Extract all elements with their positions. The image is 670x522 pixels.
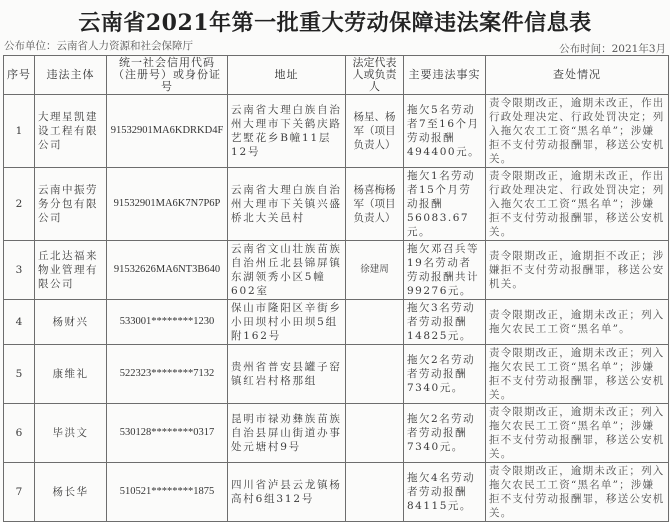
cell-entity: 杨财兴	[35, 300, 107, 345]
cell-entity: 云南中振劳务分包有限公司	[35, 168, 107, 241]
cell-code: 91532901MA6K7N7P6P	[107, 168, 228, 241]
cell-address: 四川省泸县云龙镇杨高村6组312号	[228, 463, 346, 522]
cell-code: 510521********1875	[107, 463, 228, 522]
header-entity: 违法主体	[35, 56, 107, 95]
header-facts: 主要违法事实	[404, 56, 486, 95]
violation-cases-table	[3, 55, 669, 522]
header-code: 统一社会信用代码（注册号）或身份证号	[107, 56, 228, 95]
cell-address: 昆明市禄劝彝族苗族自治县屏山街道办事处元塘村9号	[228, 404, 346, 463]
publish-time: 公布时间：2021年3月	[559, 43, 666, 55]
cell-address: 贵州省普安县罐子窑镇红岩村格那组	[228, 345, 346, 404]
cell-index: 6	[4, 404, 35, 463]
cell-handling: 责令限期改正，逾期未改正；列入拖欠农民工工资“黑名单”；涉嫌拒不支付劳动报酬罪，移送公安机关。	[486, 463, 669, 522]
table-row	[4, 95, 669, 168]
cell-entity: 大理星凯建设工程有限公司	[35, 95, 107, 168]
cell-handling: 责令限期改正，逾期未改正；列入拖欠农民工工资“黑名单”。	[486, 300, 669, 345]
cell-facts: 拖欠3名劳动者劳动报酬14825元。	[404, 300, 486, 345]
table-row	[4, 463, 669, 522]
cell-address: 保山市隆阳区辛街乡小田坝村小田坝5组附162号	[228, 300, 346, 345]
cell-facts: 拖欠2名劳动者劳动报酬7340元。	[404, 404, 486, 463]
cell-index: 3	[4, 241, 35, 300]
cell-index: 4	[4, 300, 35, 345]
table-row	[4, 345, 669, 404]
header-index: 序号	[4, 56, 35, 95]
cell-handling: 责令限期改正，逾期未改正，作出行政处理决定、行政处罚决定；列入拖欠农工工资“黑名单”；涉嫌拒不支付劳动报酬罪，移送公安机关。	[486, 95, 669, 168]
cell-representative	[346, 300, 404, 345]
cell-facts: 拖欠2名劳动者劳动报酬7340元。	[404, 345, 486, 404]
cell-facts: 拖欠1名劳动者15个月劳动报酬56083.67元。	[404, 168, 486, 241]
cell-representative: 杨喜梅杨军（项目负责人）	[346, 168, 404, 241]
cell-entity: 丘北达福来物业管理有限公司	[35, 241, 107, 300]
cell-facts: 拖欠邓召兵等19名劳动者劳动报酬共计99276元。	[404, 241, 486, 300]
cell-address: 云南省大理白族自治州大理市下关鹤庆路艺墅花乡B幢11层12号	[228, 95, 346, 168]
cell-code: 522323********7132	[107, 345, 228, 404]
cell-handling: 责令限期改正，逾期拒不改正；涉嫌拒不支付劳动报酬罪，移送公安机关。	[486, 241, 669, 300]
cell-facts: 拖欠5名劳动者7至16个月劳动报酬494400元。	[404, 95, 486, 168]
cell-code: 533001********1230	[107, 300, 228, 345]
cell-address: 云南省大理白族自治州大理市下关镇兴盛桥北大关邑村	[228, 168, 346, 241]
table-row	[4, 168, 669, 241]
cell-representative	[346, 463, 404, 522]
header-address: 地址	[228, 56, 346, 95]
cell-representative: 徐建周	[346, 241, 404, 300]
publisher-label: 公布单位：云南省人力资源和社会保障厅	[4, 40, 193, 52]
cell-index: 5	[4, 345, 35, 404]
document-title: 云南省2021年第一批重大劳动保障违法案件信息表	[78, 10, 592, 36]
cell-entity: 杨长华	[35, 463, 107, 522]
table-row	[4, 241, 669, 300]
cell-handling: 责令限期改正，逾期未改正；列入拖欠农民工工资“黑名单”；涉嫌拒不支付劳动报酬罪，移送公安机关。	[486, 404, 669, 463]
table-header-row	[4, 56, 669, 95]
cell-code: 91532901MA6KDRKD4F	[107, 95, 228, 168]
cell-address: 云南省文山壮族苗族自治州丘北县锦屏镇东湖领秀小区5幢602室	[228, 241, 346, 300]
cell-handling: 责令限期改正，逾期未改正；列入拖欠农民工工资“黑名单”；涉嫌拒不支付劳动报酬罪，移送公安机关。	[486, 345, 669, 404]
header-handling: 查处情况	[486, 56, 669, 95]
cell-entity: 毕洪文	[35, 404, 107, 463]
cell-code: 530128********0317	[107, 404, 228, 463]
cell-index: 1	[4, 95, 35, 168]
cell-index: 7	[4, 463, 35, 522]
table-row	[4, 300, 669, 345]
cell-facts: 拖欠4名劳动者劳动报酬84115元。	[404, 463, 486, 522]
cell-code: 91532626MA6NT3B640	[107, 241, 228, 300]
cell-representative: 杨星、杨军（项目负责人）	[346, 95, 404, 168]
header-representative: 法定代表人或负责人	[346, 56, 404, 95]
cell-representative	[346, 345, 404, 404]
table-row	[4, 404, 669, 463]
cell-entity: 康维礼	[35, 345, 107, 404]
cell-index: 2	[4, 168, 35, 241]
cell-handling: 责令限期改正，逾期未改正，作出行政处理决定、行政处罚决定；列入拖欠农工工资“黑名单”；涉嫌拒不支付劳动报酬罪，移送公安机关。	[486, 168, 669, 241]
cell-representative	[346, 404, 404, 463]
